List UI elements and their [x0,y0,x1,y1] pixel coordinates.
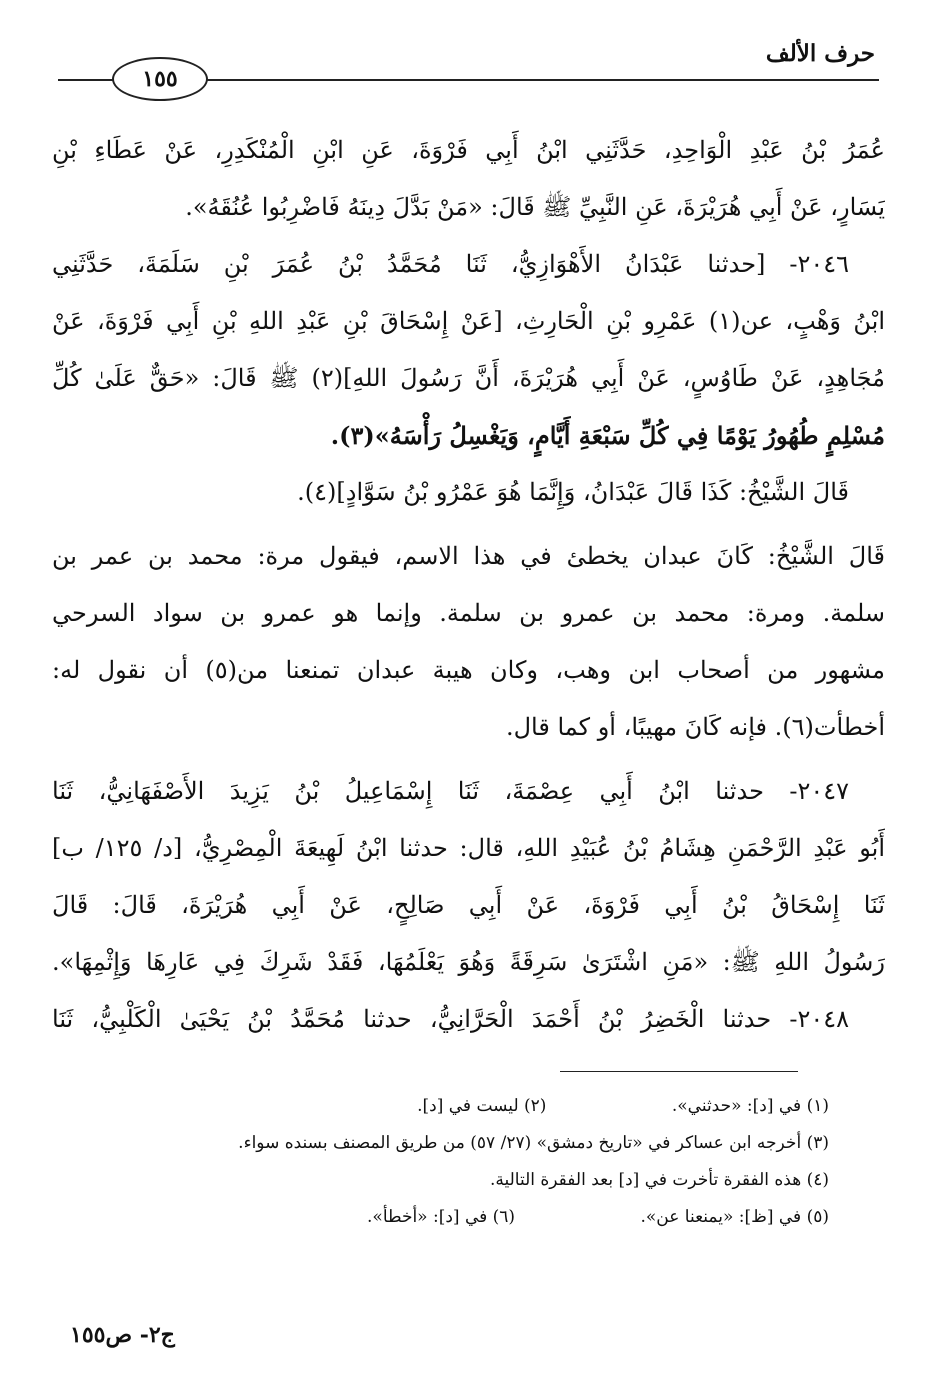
text-line: مُجَاهِدٍ، عَنْ طَاوُسٍ، عَنْ أَبِي هُرَيْرَةَ، أَنَّ رَسُولَ اللهِ](٢) ﷺ قَالَ: «حَقٌّ عَلَىٰ كُلِّ [52,364,885,392]
sheikh-comment-line: قَالَ الشَّيْخُ: كَانَ عبدان يخطئ في هذا الاسم، فيقول مرة: محمد بن عمر بن [52,542,885,570]
footnote-6: (٦) في [د]: «أخطأ». [367,1207,516,1227]
text-line: سلمة. ومرة: محمد بن عمرو بن سلمة. وإنما هو عمرو بن سواد السرحي [52,599,885,627]
section-title: حرف الألف [765,40,875,67]
text-line: ابْنُ وَهْبٍ، عن(١) عَمْرِو بْنِ الْحَارِثِ، [عَنْ إِسْحَاقَ بْنِ عَبْدِ اللهِ بْنِ أَبِي فَرْوَةَ، عَنْ [52,307,885,335]
footnote-5: (٥) في [ظ]: «يمنعنا عن». [640,1207,829,1227]
hadith-2048-line: ٢٠٤٨- حدثنا الْخَضِرُ بْنُ أَحْمَدَ الْحَرَّانِيُّ، حدثنا مُحَمَّدُ بْنُ يَحْيَىٰ الْكَلْبِيُّ، ثَنَا [52,1005,849,1033]
text-line: ثَنَا إِسْحَاقُ بْنُ أَبِي فَرْوَةَ، عَنْ أَبِي صَالِحٍ، عَنْ أَبِي هُرَيْرَةَ، قَالَ: قَالَ [52,891,885,919]
footnote-row [80,1199,829,1236]
text-line: أخطأت(٦). فإنه كَانَ مهيبًا، أو كما قال. [505,713,885,741]
text-line: عُمَرُ بْنُ عَبْدِ الْوَاحِدِ، حَدَّثَنِي ابْنُ أَبِي فَرْوَةَ، عَنِ ابْنِ الْمُنْكَدِرِ، عَنْ عَطَاءِ بْنِ [52,136,885,164]
body-text [52,122,885,1048]
footnote-rule [560,1071,798,1072]
text-line: مُسْلِمٍ طُهُورُ يَوْمًا فِي كُلِّ سَبْعَةِ أَيَّامٍ، وَيَغْسِلُ رَأْسَهُ»(٣). [330,421,885,450]
hadith-2047-line: ٢٠٤٧- حدثنا ابْنُ أَبِي عِصْمَةَ، ثَنَا إِسْمَاعِيلُ بْنُ يَزِيدَ الأَصْفَهَانِيُّ، ثَنَا [52,777,850,805]
sheikh-note-line: قَالَ الشَّيْخُ: كَذَا قَالَ عَبْدَانُ، وَإِنَّمَا هُوَ عَمْرُو بْنُ سَوَّادٍ](٤). [297,478,849,506]
footnote-row [80,1088,829,1125]
footnote-3: (٣) أخرجه ابن عساكر في «تاريخ دمشق» (٢٧/ ٥٧) من طريق المصنف بسنده سواء. [238,1133,829,1153]
footnote-1: (١) في [د]: «حدثني». [671,1096,829,1116]
hadith-2046-line: ٢٠٤٦- [حدثنا عَبْدَانُ الأَهْوَازِيُّ، ثَنَا مُحَمَّدُ بْنُ عُمَرَ بْنِ سَلَمَةَ، حَدَّثَنِي [52,250,849,278]
footnotes [80,1088,829,1236]
footnote-4: (٤) هذه الفقرة تأخرت في [د] بعد الفقرة التالية. [489,1170,829,1190]
text-line: مشهور من أصحاب ابن وهب، وكان هيبة عبدان تمنعنا من(٥) أن نقول له: [52,656,885,684]
page-number-badge: ١٥٥ [112,57,208,101]
text-line: رَسُولُ اللهِ ﷺ: «مَنِ اشْتَرَىٰ سَرِقَةً وَهُوَ يَعْلَمُهَا، فَقَدْ شَرِكَ فِي عَارِهَا وَإِثْمِهَا». [52,948,885,976]
volume-page-footer: ج٢- ص١٥٥ [70,1322,175,1348]
text-line: يَسَارٍ، عَنْ أَبِي هُرَيْرَةَ، عَنِ النَّبِيِّ ﷺ قَالَ: «مَنْ بَدَّلَ دِينَهُ فَاضْرِبُوا عُنُقَهُ». [185,193,885,221]
text-line: أَبُو عَبْدِ الرَّحْمَنِ هِشَامُ بْنُ عُبَيْدِ اللهِ، قال: حدثنا ابْنُ لَهِيعَةَ الْمِصْرِيُّ، [د/ ١٢٥/ ب] [52,834,885,862]
footnote-2: (٢) ليست في [د]. [417,1096,547,1116]
